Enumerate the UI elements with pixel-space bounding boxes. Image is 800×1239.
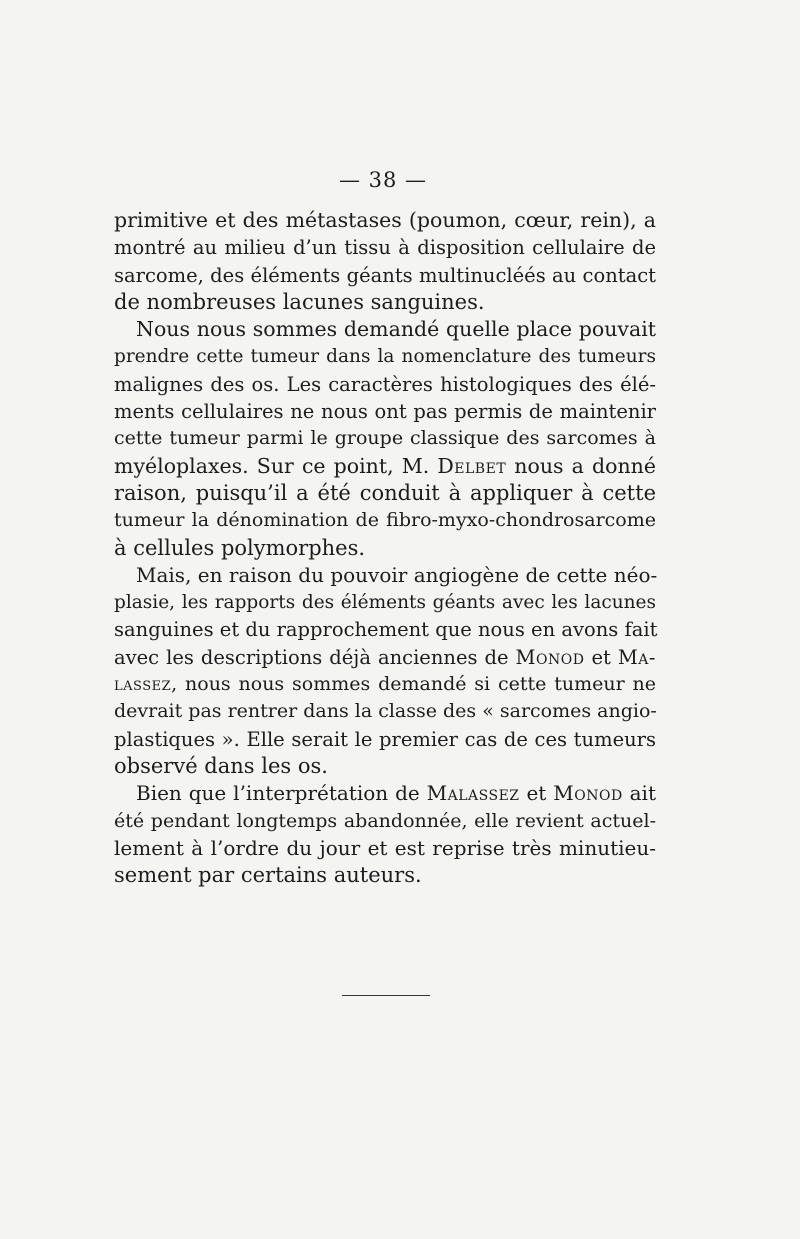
paragraph: [114, 562, 656, 780]
text-run: et: [519, 781, 554, 806]
text-line: tumeur la dénomination de fibro-myxo-chondrosarcome: [114, 509, 656, 532]
text-run: avec les descriptions déjà anciennes de: [114, 645, 516, 669]
text-line: devrait pas rentrer dans la classe des « sarcomes angio-: [114, 700, 657, 723]
body-text: [114, 207, 656, 889]
text-line: prendre cette tumeur dans la nomenclature des tumeurs: [114, 346, 656, 368]
author-name: Monod: [515, 645, 585, 669]
paragraph: [114, 207, 656, 316]
text-run: myéloplaxes. Sur ce point, M.: [114, 453, 438, 478]
text-line: de nombreuses lacunes sanguines.: [114, 289, 485, 314]
text-line: [114, 780, 656, 807]
text-line: à cellules polymorphes.: [114, 535, 366, 560]
text-line: raison, puisqu’il a été conduit à appliquer à cette: [114, 480, 656, 505]
author-name: Ma-: [617, 645, 656, 669]
text-line: ments cellulaires ne nous ont pas permis de maintenir: [114, 400, 656, 424]
text-line: [114, 453, 656, 480]
text-line: plasie, les rapports des éléments géants avec les lacunes: [114, 592, 656, 614]
paragraph: [114, 316, 656, 562]
text-line: malignes des os. Les caractères histologiques des élé-: [114, 372, 656, 396]
text-line: plastiques ». Elle serait le premier cas de ces tumeurs: [114, 727, 656, 751]
author-name: lassez: [114, 673, 172, 696]
text-line: primitive et des métastases (poumon, cœur, rein), a: [114, 208, 656, 232]
text-line: [114, 671, 656, 698]
text-line: lement à l’ordre du jour et est reprise très minutieu-: [114, 835, 656, 860]
text-run: et: [584, 645, 618, 669]
author-name: Delbet: [437, 453, 507, 478]
text-line: sarcome, des éléments géants multinucléés au contact: [114, 263, 656, 287]
text-line: observé dans les os.: [114, 753, 328, 778]
text-line: sement par certains auteurs.: [114, 863, 422, 888]
text-line: cette tumeur parmi le groupe classique des sarcomes à: [114, 427, 656, 450]
text-line: été pendant longtemps abandonnée, elle revient actuel-: [114, 809, 656, 832]
text-run: Bien que l’interprétation de: [136, 781, 427, 806]
text-line: Nous nous sommes demandé quelle place pouvait: [136, 317, 656, 342]
end-rule: [342, 995, 430, 996]
text-run: nous a donné: [506, 453, 656, 478]
author-name: Monod: [553, 781, 623, 806]
text-line: montré au milieu d’un tissu à disposition cellulaire de: [114, 236, 656, 260]
page-number: — 38 —: [338, 168, 428, 192]
text-run: , nous nous sommes demandé si cette tumeur ne: [171, 673, 656, 696]
text-line: Mais, en raison du pouvoir angiogène de cette néo-: [136, 562, 658, 587]
author-name: Malassez: [426, 781, 520, 806]
text-line: sanguines et du rapprochement que nous en avons fait: [114, 618, 658, 642]
text-line: [114, 644, 656, 671]
text-run: ait: [622, 781, 656, 806]
paragraph: [114, 780, 656, 889]
